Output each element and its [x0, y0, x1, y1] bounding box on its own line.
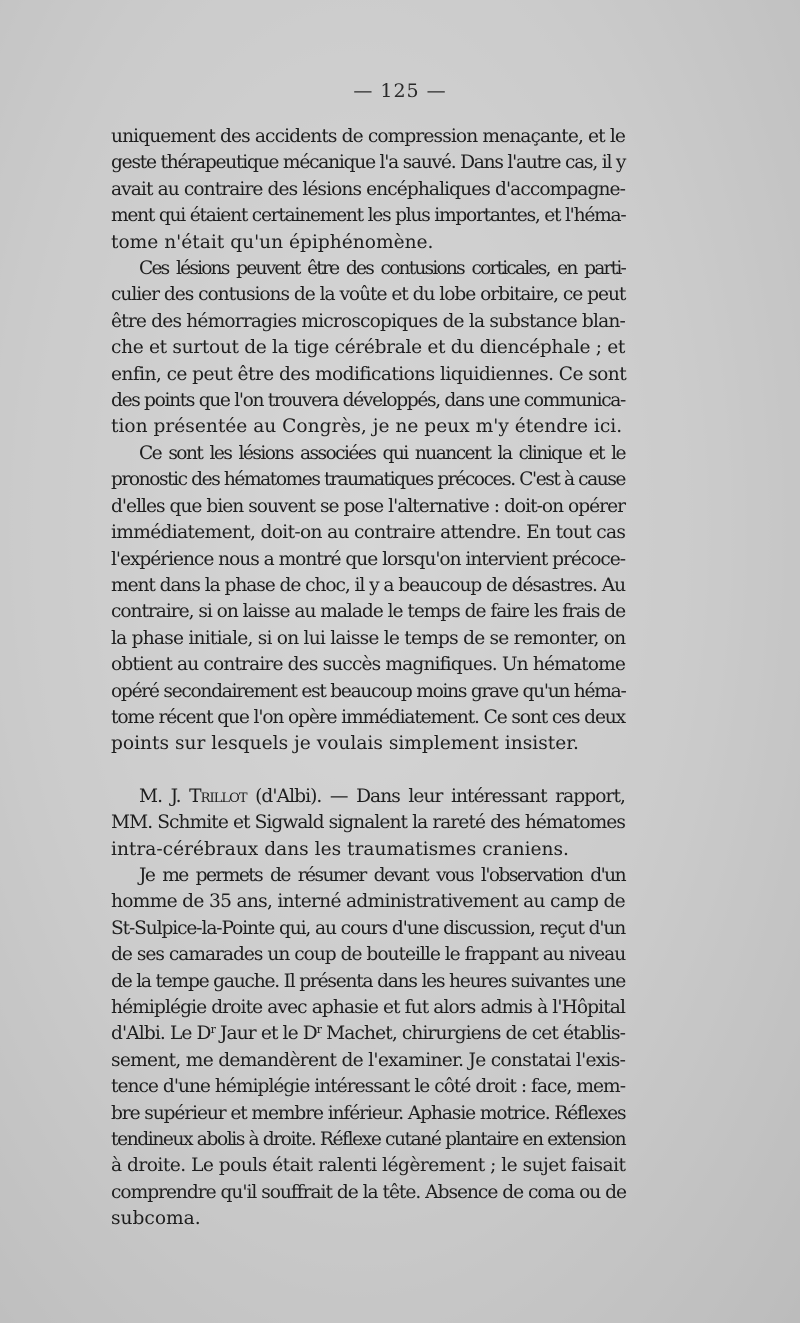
text-line: tence d'une hémiplégie intéressant le côté droit : face, mem-: [111, 1076, 625, 1098]
text-line: points sur lesquels je voulais simplement insister.: [111, 733, 579, 755]
speaker-suffix: (d'Albi).: [246, 785, 322, 807]
text-line: avait au contraire des lésions encéphaliques d'accompagne-: [111, 178, 625, 200]
text-line: tome récent que l'on opère immédiatement. Ce sont ces deux: [111, 706, 625, 728]
text-line: bre supérieur et membre inférieur. Aphasie motrice. Réflexes: [111, 1102, 626, 1124]
speaker-line: [111, 784, 625, 810]
page-number: — 125 —: [353, 80, 447, 102]
text-line: de la tempe gauche. Il présenta dans les heures suivantes une: [111, 970, 625, 992]
text-line: à droite. Le pouls était ralenti légèrement ; le sujet faisait: [111, 1155, 626, 1177]
superscript: r: [316, 1023, 322, 1037]
text-line: obtient au contraire des succès magnifiques. Un hématome: [111, 654, 625, 676]
paragraph-4: [111, 784, 625, 863]
text-line: être des hémorragies microscopiques de la substance blan-: [111, 310, 625, 332]
text-line: tion présentée au Congrès, je ne peux m'y étendre ici.: [111, 416, 623, 438]
text-line: intra-cérébraux dans les traumatismes craniens.: [111, 838, 569, 860]
speaker-prefix: M. J.: [139, 785, 190, 807]
text-line: d'elles que bien souvent se pose l'alternative : doit-on opérer: [111, 495, 625, 517]
text-line: ment qui étaient certainement les plus importantes, et l'héma-: [111, 205, 626, 227]
text-line: pronostic des hématomes traumatiques précoces. C'est à cause: [111, 469, 625, 491]
text-line: hémiplégie droite avec aphasie et fut alors admis à l'Hôpital: [111, 997, 625, 1018]
text-line: ment dans la phase de choc, il y a beaucoup de désastres. Au: [111, 574, 626, 596]
text-line: culier des contusions de la voûte et du lobe orbitaire, ce peut: [111, 284, 626, 306]
speaker-name: Trillot: [189, 785, 247, 807]
text-line: de ses camarades un coup de bouteille le frappant au niveau: [111, 944, 626, 966]
paragraph-2: [111, 256, 625, 441]
paragraph-3: [111, 441, 625, 758]
text-line: tendineux abolis à droite. Réflexe cutané plantaire en extension: [111, 1129, 626, 1151]
text-line: la phase initiale, si on lui laisse le temps de se remonter, on: [111, 627, 626, 649]
text-line: immédiatement, doit-on au contraire attendre. En tout cas: [111, 522, 626, 544]
text-line: l'expérience nous a montré que lorsqu'on intervient précoce-: [111, 548, 625, 570]
text-line: des points que l'on trouvera développés, dans une communica-: [111, 390, 625, 412]
text-line: contraire, si on laisse au malade le temps de faire les frais de: [111, 601, 626, 623]
text-line: sement, me demandèrent de l'examiner. Je constatai l'exis-: [111, 1049, 626, 1071]
text-line: comprendre qu'il souffrait de la tête. Absence de coma ou de: [111, 1181, 627, 1203]
section-gap: [111, 758, 625, 784]
text-fragment: Machet, chirurgiens de cet établis-: [321, 1023, 626, 1045]
text-line: Ce sont les lésions associées qui nuancent la clinique et le: [139, 442, 625, 464]
text-line: MM. Schmite et Sigwald signalent la rareté des hématomes: [111, 812, 625, 834]
text-line: che et surtout de la tige cérébrale et du diencéphale ; et: [111, 337, 626, 359]
text-line: Ces lésions peuvent être des contusions corticales, en parti-: [139, 258, 625, 280]
body-text: [111, 124, 625, 1233]
text-line: tome n'était qu'un épiphénomène.: [111, 231, 434, 253]
text-line: uniquement des accidents de compression menaçante, et le: [111, 126, 625, 147]
text-fragment: d'Albi. Le D: [111, 1023, 211, 1045]
text-line: opéré secondairement est beaucoup moins grave qu'un héma-: [111, 680, 626, 702]
text-fragment: Jaur et le D: [214, 1023, 317, 1045]
text-line: homme de 35 ans, interné administrativement au camp de: [111, 891, 625, 913]
paragraph-5: [111, 863, 625, 1233]
text-line: enfin, ce peut être des modifications liquidiennes. Ce sont: [111, 363, 627, 385]
text-line: Je me permets de résumer devant vous l'observation d'un: [139, 864, 625, 886]
text-line: St-Sulpice-la-Pointe qui, au cours d'une discussion, reçut d'un: [111, 917, 626, 939]
text-line: geste thérapeutique mécanique l'a sauvé. Dans l'autre cas, il y: [111, 152, 626, 174]
text-line-with-superscripts: [111, 1021, 625, 1047]
paragraph-1: [111, 124, 625, 256]
superscript: r: [210, 1023, 215, 1037]
speaker-line-rest: — Dans leur intéressant rapport,: [321, 785, 625, 807]
text-line: subcoma.: [111, 1208, 201, 1230]
